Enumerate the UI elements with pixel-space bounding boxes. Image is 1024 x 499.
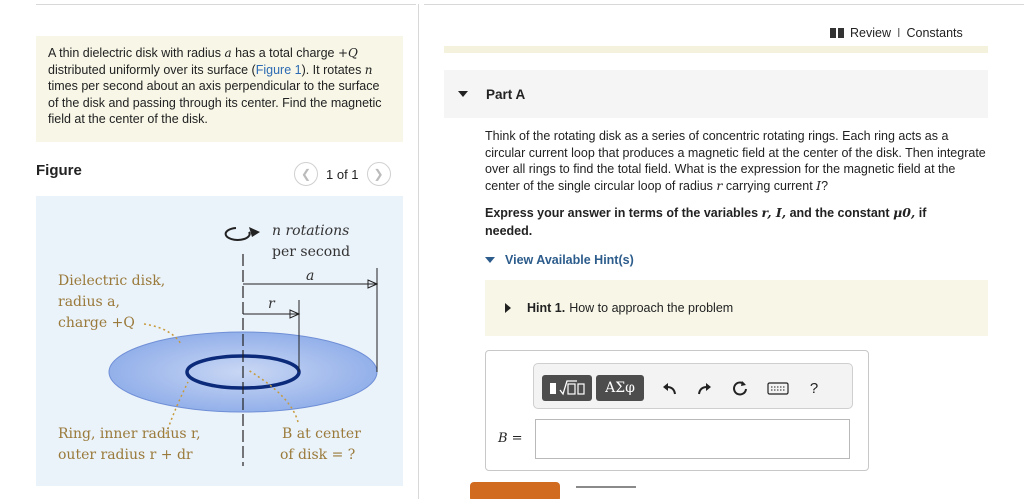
rotations-text: n rotations xyxy=(272,223,350,239)
hints-toggle-label: View Available Hint(s) xyxy=(505,253,634,267)
problem-text-4: ). It rotates xyxy=(301,62,365,77)
view-hints-toggle[interactable] xyxy=(485,253,634,267)
greek-symbols-button[interactable]: ΑΣφ xyxy=(596,375,644,401)
question-text-2: carrying current xyxy=(722,178,817,193)
charge-q: +Q xyxy=(337,46,358,60)
problem-text-3: distributed uniformly over its surface ( xyxy=(48,62,256,77)
var-a: a xyxy=(224,46,232,60)
problem-text-5: times per second about an axis perpendicular to the surface of the disk and passing through its center. Find the magnetic field at the center of the disk. xyxy=(48,79,382,126)
problem-text-1: A thin dielectric disk with radius xyxy=(48,46,225,60)
figure-heading: Figure xyxy=(36,162,82,179)
hints-arrow-icon xyxy=(485,257,495,263)
rotation-arrow-icon xyxy=(226,228,250,240)
undo-icon[interactable] xyxy=(658,375,682,401)
instruction-vars: r, I, xyxy=(761,205,787,220)
redo-icon[interactable] xyxy=(692,375,716,401)
rotation-arrowhead-icon xyxy=(249,227,260,237)
submit-button-partial[interactable] xyxy=(470,482,560,499)
disk-label-line-1: Dielectric disk, xyxy=(58,273,166,289)
instruction-text-2: and the constant xyxy=(786,206,894,220)
question-text xyxy=(485,128,990,194)
question-text-1: Think of the rotating disk as a series of concentric rotating rings. Each ring acts as a circular current loop that produces a magnetic field at the center of the disk. Then integrate over all rings to find the total field. What is the expression for the magnetic field at the center of the single circular loop of radius xyxy=(485,129,986,193)
answer-panel xyxy=(485,350,869,471)
request-answer-partial[interactable] xyxy=(576,486,636,488)
review-link[interactable]: Review xyxy=(850,26,891,40)
right-top-rule xyxy=(424,4,1024,5)
b-label-line-2: of disk = ? xyxy=(280,447,356,463)
help-button[interactable]: ? xyxy=(809,379,819,397)
figure-panel xyxy=(36,196,403,486)
disk-figure xyxy=(36,196,403,486)
b-label-line-1: B at center xyxy=(282,426,361,442)
instruction-text-1: Express your answer in terms of the variables xyxy=(485,206,762,220)
ring-label-line-2: outer radius r + dr xyxy=(58,447,193,463)
constants-link[interactable]: Constants xyxy=(906,26,963,40)
var-n: n xyxy=(364,62,373,77)
expand-arrow-icon xyxy=(505,303,511,313)
answer-input[interactable] xyxy=(535,419,850,459)
disk-label-line-2: radius a, xyxy=(58,294,120,310)
label-r: r xyxy=(268,296,275,312)
answer-label: B = xyxy=(498,431,523,446)
question-text-3: ? xyxy=(821,178,829,193)
part-a-header[interactable] xyxy=(444,70,988,118)
hint-1-label: Hint 1. xyxy=(527,301,566,315)
problem-text-2: has a total charge xyxy=(231,46,338,60)
next-figure-button[interactable]: ❯ xyxy=(367,162,391,186)
hint-1-text: How to approach the problem xyxy=(569,301,734,315)
part-a-title: Part A xyxy=(486,86,526,102)
per-second-text: per second xyxy=(272,244,351,260)
left-top-rule xyxy=(36,4,416,5)
figure-link[interactable]: Figure 1 xyxy=(255,62,302,77)
problem-statement xyxy=(36,36,403,142)
keyboard-icon[interactable] xyxy=(764,375,792,401)
prev-figure-button[interactable]: ❮ xyxy=(294,162,318,186)
hint-1[interactable] xyxy=(485,280,988,336)
panel-divider xyxy=(418,4,419,499)
question-var-i: I xyxy=(816,177,822,193)
reset-icon[interactable] xyxy=(728,375,752,401)
question-var-r: r xyxy=(716,177,723,193)
instruction-text-3: if needed. xyxy=(485,206,927,238)
disk-label-line-3: charge +Q xyxy=(58,315,135,331)
figure-pager xyxy=(294,162,391,186)
review-constants xyxy=(830,26,963,40)
label-a: a xyxy=(306,268,315,284)
top-band xyxy=(444,46,988,53)
review-separator: I xyxy=(897,26,901,40)
answer-instruction xyxy=(485,204,975,240)
ring-label-line-1: Ring, inner radius r, xyxy=(58,426,201,442)
math-toolbar xyxy=(533,363,853,409)
template-button[interactable] xyxy=(542,375,592,401)
instruction-mu: μ0, xyxy=(893,205,916,220)
book-icon xyxy=(830,28,844,38)
templates-icon xyxy=(547,378,587,398)
collapse-arrow-icon xyxy=(458,91,468,97)
pager-count: 1 of 1 xyxy=(326,166,359,182)
